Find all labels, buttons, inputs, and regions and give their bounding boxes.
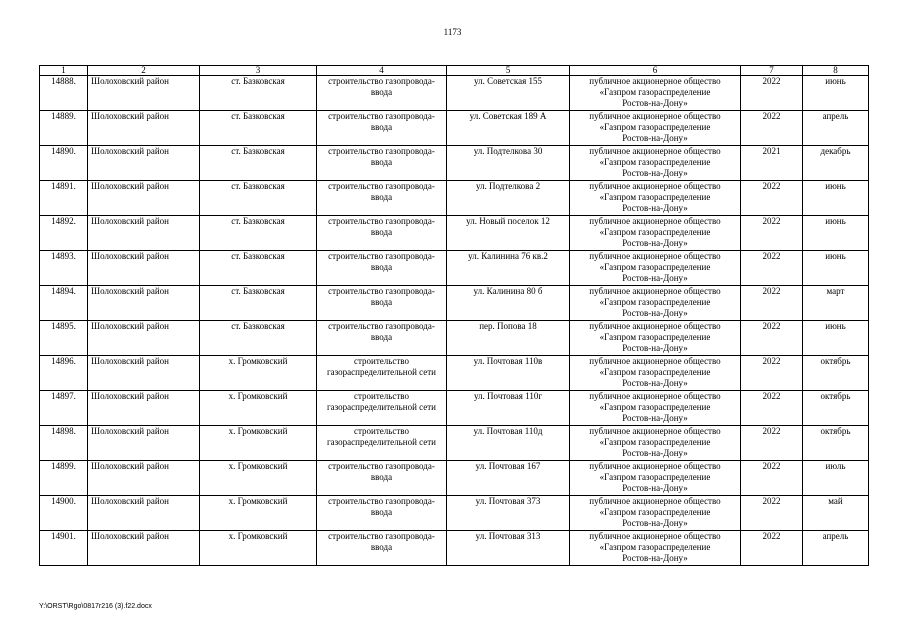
organization-line: Ростов-на-Дону» <box>622 343 688 353</box>
organization-line: публичное акционерное общество <box>589 531 721 541</box>
organization-cell <box>570 461 741 496</box>
organization-line: Ростов-на-Дону» <box>622 133 688 143</box>
month-cell: март <box>803 286 869 321</box>
table-row <box>40 531 869 566</box>
work-type-cell: строительство газораспределительной сети <box>317 426 447 461</box>
table-row <box>40 251 869 286</box>
table-row <box>40 321 869 356</box>
column-header: 1 <box>40 66 88 76</box>
footer-file-path: Y:\ORST\Rgo\0817r216 (3).f22.docx <box>39 603 152 610</box>
column-header: 4 <box>317 66 447 76</box>
address-cell: ул. Почтовая 313 <box>447 531 570 566</box>
organization-cell <box>570 356 741 391</box>
organization-line: Ростов-на-Дону» <box>622 238 688 248</box>
row-number: 14895. <box>40 321 88 356</box>
district-cell: Шолоховский район <box>88 321 200 356</box>
work-type-cell: строительство газопровода-ввода <box>317 111 447 146</box>
column-header: 2 <box>88 66 200 76</box>
organization-cell <box>570 321 741 356</box>
work-type-cell: строительство газопровода-ввода <box>317 321 447 356</box>
organization-line: «Газпром газораспределение <box>599 507 711 517</box>
address-cell: ул. Почтовая 110г <box>447 391 570 426</box>
work-type-cell: строительство газопровода-ввода <box>317 216 447 251</box>
organization-line: Ростов-на-Дону» <box>622 553 688 563</box>
row-number: 14898. <box>40 426 88 461</box>
month-cell: июнь <box>803 76 869 111</box>
row-number: 14900. <box>40 496 88 531</box>
district-cell: Шолоховский район <box>88 356 200 391</box>
column-header: 8 <box>803 66 869 76</box>
district-cell: Шолоховский район <box>88 251 200 286</box>
work-type-cell: строительство газораспределительной сети <box>317 391 447 426</box>
table-row <box>40 146 869 181</box>
month-cell: октябрь <box>803 391 869 426</box>
column-header: 7 <box>741 66 803 76</box>
organization-line: публичное акционерное общество <box>589 496 721 506</box>
month-cell: октябрь <box>803 356 869 391</box>
year-cell: 2022 <box>741 461 803 496</box>
organization-line: Ростов-на-Дону» <box>622 273 688 283</box>
row-number: 14896. <box>40 356 88 391</box>
settlement-cell: ст. Базковская <box>200 251 317 286</box>
month-cell: июнь <box>803 181 869 216</box>
organization-cell <box>570 391 741 426</box>
address-cell: ул. Подтелкова 2 <box>447 181 570 216</box>
month-cell: июнь <box>803 216 869 251</box>
settlement-cell: х. Громковский <box>200 391 317 426</box>
district-cell: Шолоховский район <box>88 391 200 426</box>
row-number: 14888. <box>40 76 88 111</box>
address-cell: ул. Почтовая 110в <box>447 356 570 391</box>
organization-line: публичное акционерное общество <box>589 321 721 331</box>
table-row <box>40 461 869 496</box>
month-cell: июнь <box>803 251 869 286</box>
address-cell: ул. Советская 189 А <box>447 111 570 146</box>
work-type-cell: строительство газопровода-ввода <box>317 181 447 216</box>
year-cell: 2022 <box>741 111 803 146</box>
month-cell: апрель <box>803 531 869 566</box>
table-row <box>40 356 869 391</box>
organization-line: «Газпром газораспределение <box>599 192 711 202</box>
settlement-cell: ст. Базковская <box>200 286 317 321</box>
organization-line: Ростов-на-Дону» <box>622 98 688 108</box>
organization-cell <box>570 216 741 251</box>
work-type-cell: строительство газораспределительной сети <box>317 356 447 391</box>
organization-line: Ростов-на-Дону» <box>622 378 688 388</box>
organization-cell <box>570 531 741 566</box>
organization-line: «Газпром газораспределение <box>599 542 711 552</box>
page-number: 1173 <box>443 27 462 37</box>
address-cell: ул. Подтелкова 30 <box>447 146 570 181</box>
organization-cell <box>570 76 741 111</box>
organization-line: «Газпром газораспределение <box>599 157 711 167</box>
year-cell: 2022 <box>741 216 803 251</box>
settlement-cell: х. Громковский <box>200 426 317 461</box>
organization-line: «Газпром газораспределение <box>599 297 711 307</box>
column-header: 5 <box>447 66 570 76</box>
year-cell: 2022 <box>741 426 803 461</box>
organization-cell <box>570 426 741 461</box>
year-cell: 2021 <box>741 146 803 181</box>
organization-line: «Газпром газораспределение <box>599 332 711 342</box>
organization-line: Ростов-на-Дону» <box>622 168 688 178</box>
organization-line: публичное акционерное общество <box>589 286 721 296</box>
district-cell: Шолоховский район <box>88 461 200 496</box>
organization-line: публичное акционерное общество <box>589 76 721 86</box>
table-row <box>40 391 869 426</box>
organization-line: «Газпром газораспределение <box>599 122 711 132</box>
district-cell: Шолоховский район <box>88 181 200 216</box>
month-cell: июль <box>803 461 869 496</box>
row-number: 14899. <box>40 461 88 496</box>
organization-line: публичное акционерное общество <box>589 461 721 471</box>
organization-line: Ростов-на-Дону» <box>622 518 688 528</box>
table-row <box>40 111 869 146</box>
year-cell: 2022 <box>741 531 803 566</box>
district-cell: Шолоховский район <box>88 111 200 146</box>
organization-line: «Газпром газораспределение <box>599 437 711 447</box>
settlement-cell: ст. Базковская <box>200 146 317 181</box>
district-cell: Шолоховский район <box>88 146 200 181</box>
month-cell: апрель <box>803 111 869 146</box>
work-type-cell: строительство газопровода-ввода <box>317 76 447 111</box>
row-number: 14892. <box>40 216 88 251</box>
address-cell: пер. Попова 18 <box>447 321 570 356</box>
year-cell: 2022 <box>741 496 803 531</box>
organization-line: «Газпром газораспределение <box>599 472 711 482</box>
column-header: 3 <box>200 66 317 76</box>
work-type-cell: строительство газопровода-ввода <box>317 496 447 531</box>
organization-line: Ростов-на-Дону» <box>622 483 688 493</box>
row-number: 14897. <box>40 391 88 426</box>
organization-cell <box>570 251 741 286</box>
month-cell: декабрь <box>803 146 869 181</box>
year-cell: 2022 <box>741 286 803 321</box>
organization-line: публичное акционерное общество <box>589 356 721 366</box>
row-number: 14891. <box>40 181 88 216</box>
address-cell: ул. Новый поселок 12 <box>447 216 570 251</box>
organization-cell <box>570 111 741 146</box>
row-number: 14893. <box>40 251 88 286</box>
row-number: 14890. <box>40 146 88 181</box>
table-row <box>40 286 869 321</box>
year-cell: 2022 <box>741 321 803 356</box>
district-cell: Шолоховский район <box>88 426 200 461</box>
address-cell: ул. Почтовая 373 <box>447 496 570 531</box>
organization-line: публичное акционерное общество <box>589 181 721 191</box>
work-type-cell: строительство газопровода-ввода <box>317 461 447 496</box>
district-cell: Шолоховский район <box>88 531 200 566</box>
organization-line: публичное акционерное общество <box>589 111 721 121</box>
organization-line: «Газпром газораспределение <box>599 367 711 377</box>
year-cell: 2022 <box>741 391 803 426</box>
row-number: 14894. <box>40 286 88 321</box>
organization-cell <box>570 286 741 321</box>
organization-line: публичное акционерное общество <box>589 251 721 261</box>
work-type-cell: строительство газопровода-ввода <box>317 531 447 566</box>
table-row <box>40 426 869 461</box>
column-header: 6 <box>570 66 741 76</box>
settlement-cell: ст. Базковская <box>200 181 317 216</box>
organization-line: публичное акционерное общество <box>589 216 721 226</box>
organization-line: «Газпром газораспределение <box>599 402 711 412</box>
address-cell: ул. Калинина 80 б <box>447 286 570 321</box>
settlement-cell: х. Громковский <box>200 461 317 496</box>
row-number: 14901. <box>40 531 88 566</box>
data-table <box>39 65 869 566</box>
work-type-cell: строительство газопровода-ввода <box>317 251 447 286</box>
district-cell: Шолоховский район <box>88 76 200 111</box>
row-number: 14889. <box>40 111 88 146</box>
address-cell: ул. Почтовая 167 <box>447 461 570 496</box>
organization-line: «Газпром газораспределение <box>599 262 711 272</box>
organization-line: Ростов-на-Дону» <box>622 308 688 318</box>
address-cell: ул. Калинина 76 кв.2 <box>447 251 570 286</box>
organization-line: Ростов-на-Дону» <box>622 413 688 423</box>
year-cell: 2022 <box>741 181 803 216</box>
month-cell: октябрь <box>803 426 869 461</box>
settlement-cell: ст. Базковская <box>200 321 317 356</box>
year-cell: 2022 <box>741 76 803 111</box>
settlement-cell: ст. Базковская <box>200 216 317 251</box>
table-row <box>40 216 869 251</box>
organization-cell <box>570 496 741 531</box>
work-type-cell: строительство газопровода-ввода <box>317 286 447 321</box>
organization-cell <box>570 181 741 216</box>
organization-line: «Газпром газораспределение <box>599 87 711 97</box>
settlement-cell: ст. Базковская <box>200 76 317 111</box>
table-row <box>40 181 869 216</box>
table-body <box>40 76 869 566</box>
address-cell: ул. Советская 155 <box>447 76 570 111</box>
month-cell: май <box>803 496 869 531</box>
organization-line: Ростов-на-Дону» <box>622 203 688 213</box>
organization-cell <box>570 146 741 181</box>
organization-line: публичное акционерное общество <box>589 391 721 401</box>
address-cell: ул. Почтовая 110д <box>447 426 570 461</box>
district-cell: Шолоховский район <box>88 496 200 531</box>
column-number-row <box>40 66 869 76</box>
organization-line: «Газпром газораспределение <box>599 227 711 237</box>
organization-line: публичное акционерное общество <box>589 426 721 436</box>
organization-line: публичное акционерное общество <box>589 146 721 156</box>
district-cell: Шолоховский район <box>88 216 200 251</box>
settlement-cell: х. Громковский <box>200 531 317 566</box>
year-cell: 2022 <box>741 251 803 286</box>
work-type-cell: строительство газопровода-ввода <box>317 146 447 181</box>
district-cell: Шолоховский район <box>88 286 200 321</box>
settlement-cell: х. Громковский <box>200 496 317 531</box>
table-row <box>40 496 869 531</box>
table-row <box>40 76 869 111</box>
month-cell: июнь <box>803 321 869 356</box>
settlement-cell: ст. Базковская <box>200 111 317 146</box>
year-cell: 2022 <box>741 356 803 391</box>
settlement-cell: х. Громковский <box>200 356 317 391</box>
organization-line: Ростов-на-Дону» <box>622 448 688 458</box>
